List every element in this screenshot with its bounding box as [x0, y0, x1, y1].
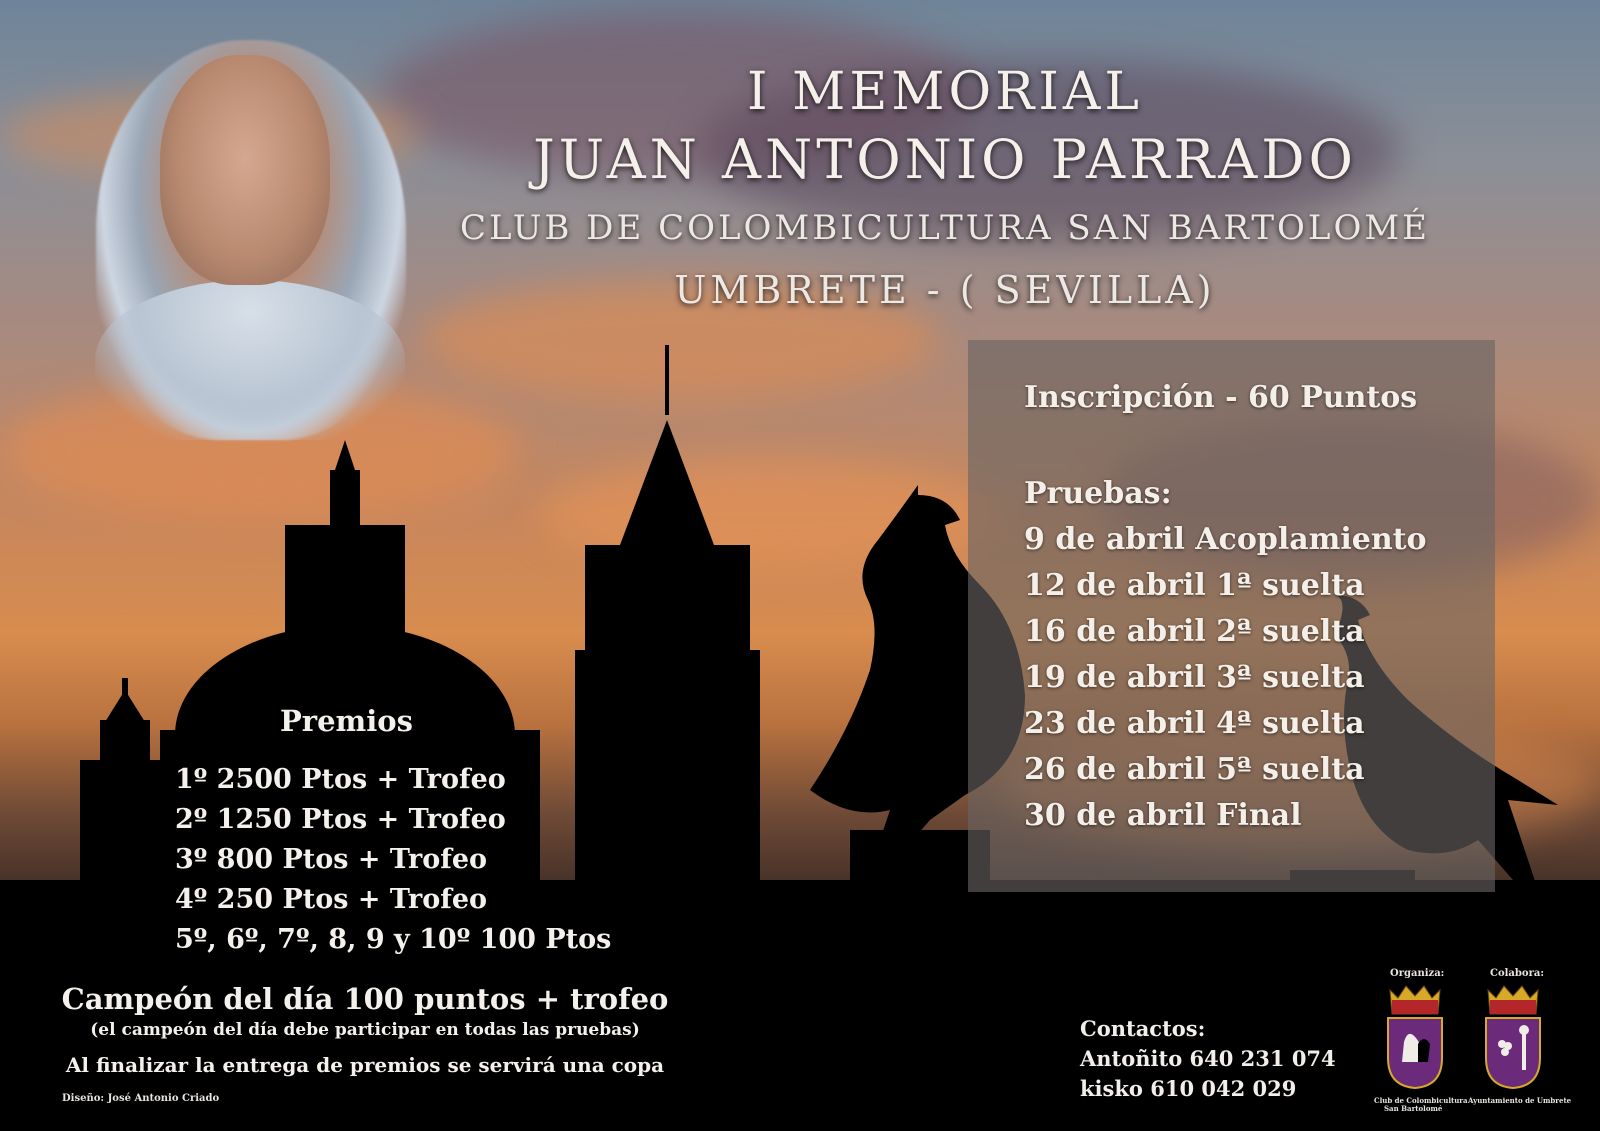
title-line-2: JUAN ANTONIO PARRADO: [533, 128, 1357, 191]
design-credit: Diseño: José Antonio Criado: [62, 1093, 220, 1104]
club-crest-logo: [1380, 982, 1450, 1092]
champion-text: Campeón del día 100 puntos + trofeo: [61, 982, 669, 1016]
organiza-name: Club de Colombicultura: [1374, 1096, 1468, 1105]
prize-item: 3º 800 Ptos + Trofeo: [175, 844, 488, 875]
schedule-item: 12 de abril 1ª suelta: [1024, 568, 1365, 603]
colabora-label: Colabora:: [1490, 968, 1545, 979]
colabora-name: Ayuntamiento de Umbrete: [1468, 1096, 1572, 1105]
location: UMBRETE - ( SEVILLA): [674, 268, 1216, 312]
dome-lantern: [330, 470, 360, 530]
prizes-heading: Premios: [280, 704, 413, 738]
organiza-name: San Bartolomé: [1384, 1104, 1443, 1113]
schedule-item: 26 de abril 5ª suelta: [1024, 752, 1365, 787]
contact-item: Antoñito 640 231 074: [1080, 1046, 1336, 1071]
contacts-heading: Contactos:: [1080, 1016, 1206, 1041]
schedule-item: 16 de abril 2ª suelta: [1024, 614, 1365, 649]
prize-item: 2º 1250 Ptos + Trofeo: [175, 804, 506, 835]
contact-item: kisko 610 042 029: [1080, 1076, 1297, 1101]
champion-note: (el campeón del día debe participar en todas las pruebas): [90, 1020, 640, 1040]
prize-item: 5º, 6º, 7º, 8, 9 y 10º 100 Ptos: [175, 924, 612, 955]
schedule-item: 19 de abril 3ª suelta: [1024, 660, 1365, 695]
town-crest-logo: [1478, 982, 1548, 1092]
inscription-text: Inscripción - 60 Puntos: [1024, 380, 1418, 415]
title-line-1: I MEMORIAL: [747, 62, 1143, 122]
schedule-item: 9 de abril Acoplamiento: [1024, 522, 1427, 557]
closing-text: Al finalizar la entrega de premios se servirá una copa: [65, 1053, 665, 1077]
schedule-item: 30 de abril Final: [1024, 798, 1302, 833]
club-name: CLUB DE COLOMBICULTURA SAN BARTOLOMÉ: [460, 208, 1430, 248]
prize-item: 1º 2500 Ptos + Trofeo: [175, 764, 506, 795]
schedule-heading: Pruebas:: [1024, 476, 1172, 511]
organiza-label: Organiza:: [1390, 968, 1445, 979]
schedule-item: 23 de abril 4ª suelta: [1024, 706, 1365, 741]
prize-item: 4º 250 Ptos + Trofeo: [175, 884, 488, 915]
